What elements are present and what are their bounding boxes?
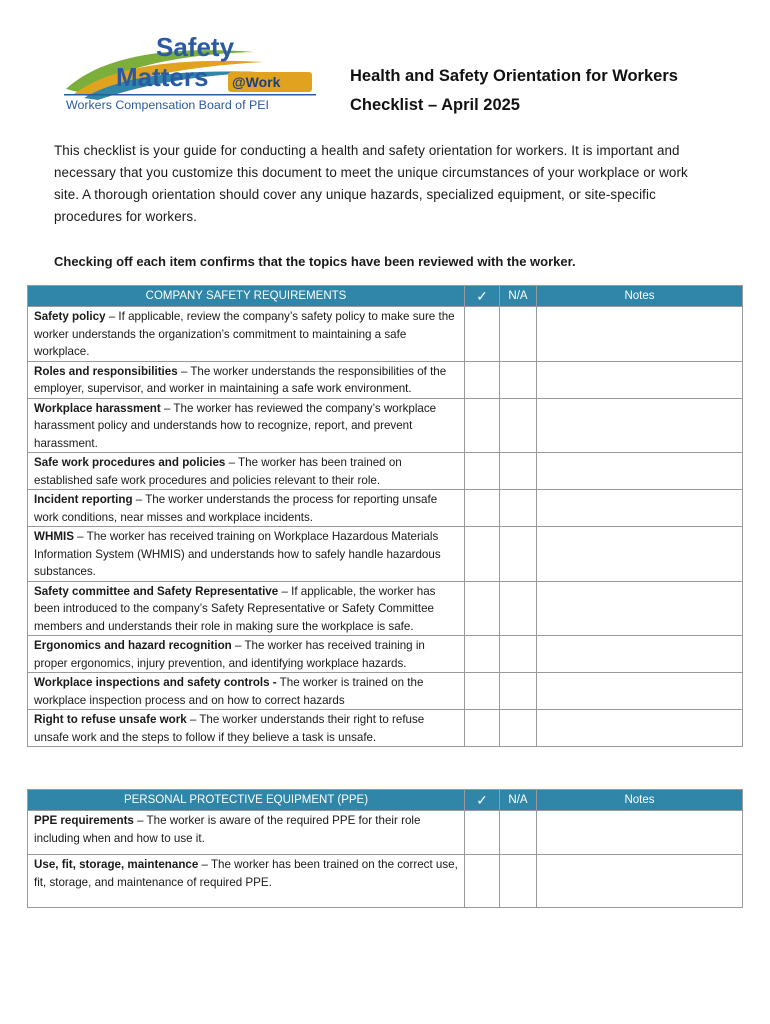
check-box[interactable] (465, 398, 500, 453)
item-description: – The worker has been trained on established safe work procedures and policies relevant to their role. (34, 456, 402, 487)
checklist-item-text (28, 307, 465, 362)
checklist-row (28, 490, 743, 527)
item-name: Roles and responsibilities (34, 364, 178, 378)
notes-cell[interactable] (537, 636, 743, 673)
notes-cell[interactable] (537, 527, 743, 582)
item-description: – The worker understands the responsibilities of the employer, supervisor, and worker in maintaining a safe work environment. (34, 364, 447, 395)
na-box[interactable] (500, 581, 537, 636)
check-box[interactable] (465, 710, 500, 747)
item-description: – The worker understands the process for reporting unsafe work conditions, near misses and workplace incidents. (34, 493, 438, 524)
item-name: Ergonomics and hazard recognition (34, 639, 232, 652)
na-box[interactable] (500, 361, 537, 398)
checkmark-icon: ✓ (476, 287, 488, 304)
checklist-row (28, 307, 743, 362)
checklist-item-text (28, 673, 465, 710)
company-safety-table (27, 285, 743, 747)
item-name: Safety committee and Safety Representative (34, 584, 279, 598)
item-description: – The worker has been trained on the correct use, fit, storage, and maintenance of required PPE. (34, 858, 458, 889)
check-box[interactable] (465, 527, 500, 582)
item-name: Incident reporting (34, 493, 133, 506)
na-box[interactable] (500, 811, 537, 855)
check-box[interactable] (465, 361, 500, 398)
na-box[interactable] (500, 453, 537, 490)
check-box[interactable] (465, 581, 500, 636)
na-box[interactable] (500, 527, 537, 582)
checklist-item-text (28, 710, 465, 747)
na-box[interactable] (500, 710, 537, 747)
title-line-1: Health and Safety Orientation for Workers (350, 67, 678, 85)
notes-cell[interactable] (537, 673, 743, 710)
safety-matters-logo (64, 34, 316, 114)
check-box[interactable] (465, 453, 500, 490)
table-header-row (28, 790, 743, 811)
notes-cell[interactable] (537, 453, 743, 490)
item-name: Workplace harassment (34, 401, 161, 415)
checklist-item-text (28, 636, 465, 673)
item-name: Workplace inspections and safety controls - (34, 676, 277, 689)
check-box[interactable] (465, 811, 500, 855)
notes-cell[interactable] (537, 581, 743, 636)
checklist-item-text (28, 581, 465, 636)
item-description: – If applicable, the worker has been introduced to the company’s Safety Representative or Safety Committee members and understands their role in making sure the workplace is safe. (34, 584, 436, 633)
checklist-row (28, 581, 743, 636)
check-box[interactable] (465, 490, 500, 527)
na-box[interactable] (500, 490, 537, 527)
ppe-rows (28, 811, 743, 908)
notes-cell[interactable] (537, 307, 743, 362)
checklist-item-text (28, 453, 465, 490)
check-column-header (465, 790, 500, 811)
checkmark-icon: ✓ (476, 791, 488, 808)
notes-cell[interactable] (537, 811, 743, 855)
notes-column-header: Notes (537, 286, 743, 307)
na-box[interactable] (500, 855, 537, 908)
notes-cell[interactable] (537, 855, 743, 908)
checklist-row (28, 361, 743, 398)
check-box[interactable] (465, 636, 500, 673)
checklist-row (28, 710, 743, 747)
checklist-row (28, 398, 743, 453)
checklist-item-text (28, 361, 465, 398)
na-box[interactable] (500, 307, 537, 362)
logo-rule (64, 94, 316, 96)
na-column-header: N/A (500, 286, 537, 307)
table-header-row (28, 286, 743, 307)
logo-text-safety: Safety (156, 34, 235, 62)
logo-graphic (64, 34, 316, 114)
item-name: WHMIS (34, 530, 74, 543)
checklist-row (28, 527, 743, 582)
logo-text-work: @Work (232, 74, 281, 90)
notes-cell[interactable] (537, 710, 743, 747)
checklist-row (28, 673, 743, 710)
checklist-row (28, 636, 743, 673)
checklist-item-text (28, 527, 465, 582)
check-box[interactable] (465, 855, 500, 908)
item-name: Safety policy (34, 310, 106, 323)
section-title: PERSONAL PROTECTIVE EQUIPMENT (PPE) (28, 790, 465, 811)
item-name: Safe work procedures and policies (34, 456, 226, 469)
item-description: – The worker has reviewed the company’s workplace harassment policy and understands how to recognize, report, and prevent harassment. (34, 401, 437, 450)
company-safety-rows (28, 307, 743, 747)
notes-cell[interactable] (537, 361, 743, 398)
item-name: Right to refuse unsafe work (34, 713, 187, 726)
check-box[interactable] (465, 673, 500, 710)
checklist-row (28, 811, 743, 855)
logo-org-name: Workers Compensation Board of PEI (66, 98, 269, 112)
notes-cell[interactable] (537, 398, 743, 453)
checklist-item-text (28, 811, 465, 855)
title-line-2: Checklist – April 2025 (350, 96, 520, 114)
logo-text-matters: Matters (116, 62, 209, 92)
item-name: Use, fit, storage, maintenance (34, 858, 199, 871)
check-column-header (465, 286, 500, 307)
item-description: – The worker is aware of the required PPE for their role including when and how to use it. (34, 814, 421, 845)
item-description: – The worker has received training on Workplace Hazardous Materials Information System (WHMIS) and understands how to safely handle hazardous substances. (34, 530, 441, 578)
item-description: – The worker understands their right to refuse unsafe work and the steps to follow if they believe a task is unsafe. (34, 713, 425, 744)
ppe-table (27, 789, 743, 908)
item-description: The worker is trained on the workplace inspection process and on how to correct hazards (34, 676, 424, 707)
item-description: – The worker has received training in proper ergonomics, injury prevention, and identifying workplace hazards. (34, 639, 425, 670)
instruction-text: Checking off each item confirms that the topics have been reviewed with the worker. (54, 254, 576, 269)
document-title (350, 62, 678, 120)
checklist-row (28, 453, 743, 490)
checklist-item-text (28, 855, 465, 908)
na-box[interactable] (500, 673, 537, 710)
na-box[interactable] (500, 398, 537, 453)
section-title: COMPANY SAFETY REQUIREMENTS (28, 286, 465, 307)
item-description: – If applicable, review the company’s safety policy to make sure the worker understands the organization’s commitment to maintaining a safe workplace. (34, 310, 455, 358)
na-box[interactable] (500, 636, 537, 673)
intro-paragraph: This checklist is your guide for conducting a health and safety orientation for workers. It is important and necessary that you customize this document to meet the unique circumstances of your workplace or work site. A thorough orientation should cover any unique hazards, specialized equipment, or site-specific procedures for workers. (54, 143, 688, 224)
check-box[interactable] (465, 307, 500, 362)
notes-column-header: Notes (537, 790, 743, 811)
checklist-item-text (28, 490, 465, 527)
checklist-row (28, 855, 743, 908)
item-name: PPE requirements (34, 814, 134, 827)
checklist-item-text (28, 398, 465, 453)
notes-cell[interactable] (537, 490, 743, 527)
na-column-header: N/A (500, 790, 537, 811)
